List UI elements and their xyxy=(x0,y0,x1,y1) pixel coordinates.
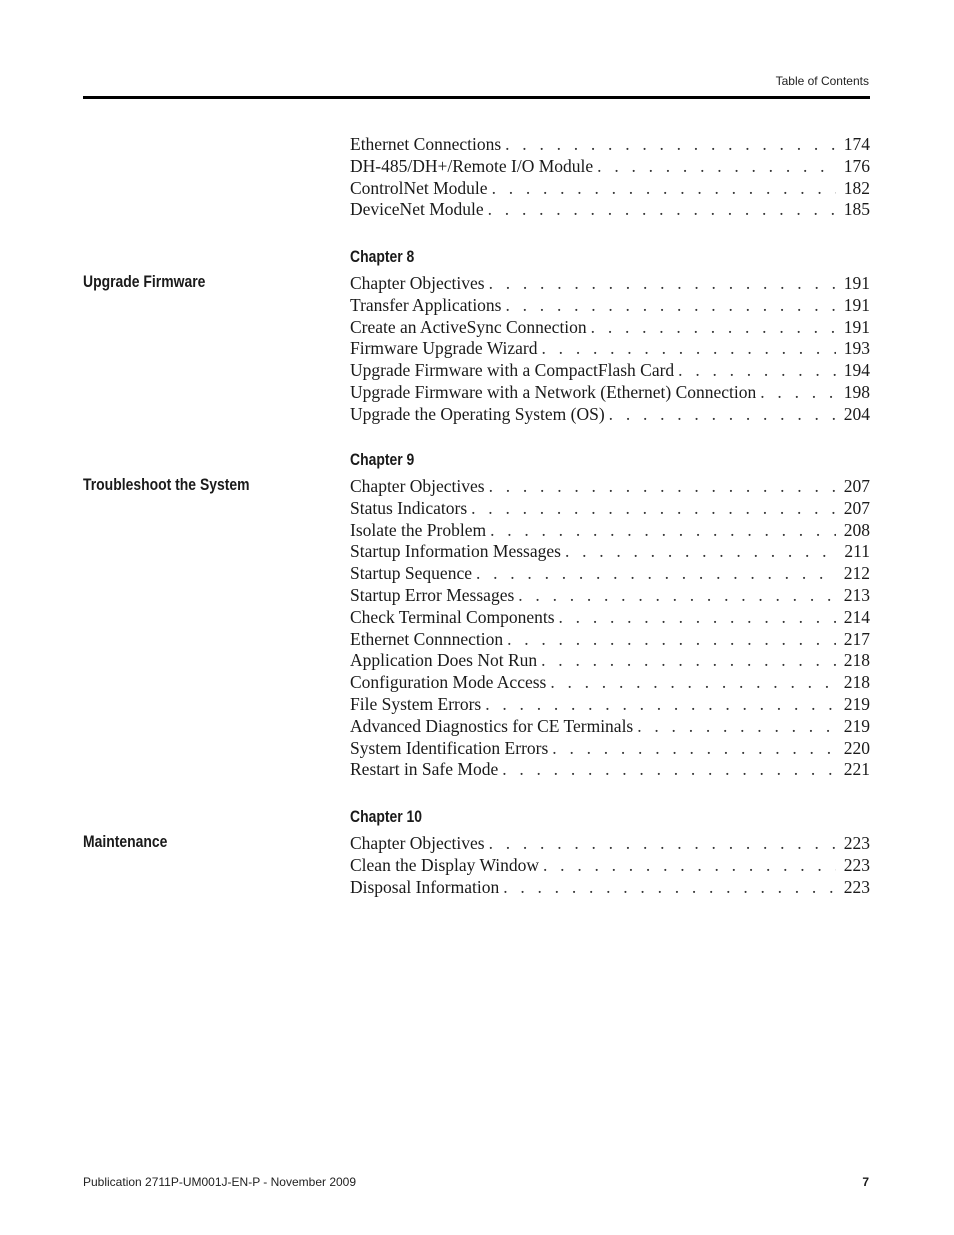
toc-entry-page: 204 xyxy=(843,403,870,424)
toc-entry[interactable] xyxy=(350,404,870,426)
chapter-label: Chapter 10 xyxy=(350,807,423,826)
toc-entry-page: 223 xyxy=(843,833,870,853)
dot-leader xyxy=(505,134,836,156)
toc-entry[interactable] xyxy=(350,585,870,607)
toc-entry-page: 207 xyxy=(843,497,870,518)
toc-entry-title: Startup Information Messages xyxy=(350,541,561,562)
toc-entry-page: 208 xyxy=(843,519,870,540)
dot-leader xyxy=(597,156,836,178)
toc-entry[interactable] xyxy=(350,877,870,899)
dot-leader xyxy=(492,178,836,200)
toc-entry-title: Chapter Objectives xyxy=(350,476,485,496)
dot-leader xyxy=(678,360,836,382)
toc-entry-page: 213 xyxy=(843,584,870,605)
toc-entry-page: 185 xyxy=(843,199,870,220)
page-header-title: Table of Contents xyxy=(775,74,869,88)
toc-entry-title: Advanced Diagnostics for CE Terminals xyxy=(350,715,634,736)
dot-leader xyxy=(543,855,836,877)
toc-entry-page: 217 xyxy=(843,628,870,649)
dot-leader xyxy=(488,199,836,221)
toc-entry[interactable] xyxy=(350,629,870,651)
toc-entry-page: 191 xyxy=(843,316,870,337)
toc-entry-page: 219 xyxy=(843,693,870,714)
toc-entry[interactable] xyxy=(350,563,870,585)
toc-entry[interactable] xyxy=(350,833,870,855)
dot-leader xyxy=(489,476,836,498)
toc-entry[interactable] xyxy=(350,178,870,200)
toc-entry-title: Firmware Upgrade Wizard xyxy=(350,338,538,359)
toc-entry[interactable] xyxy=(350,855,870,877)
toc-entry-title: Disposal Information xyxy=(350,876,500,897)
dot-leader xyxy=(550,672,836,694)
dot-leader xyxy=(541,650,836,672)
section-title: Troubleshoot the System xyxy=(83,475,250,494)
toc-entry-title: Isolate the Problem xyxy=(350,519,487,540)
toc-entry[interactable] xyxy=(350,694,870,716)
toc-entry-page: 221 xyxy=(843,759,870,780)
dot-leader xyxy=(489,273,836,295)
dot-leader xyxy=(552,738,836,760)
toc-entry-page: 211 xyxy=(844,541,870,562)
toc-entry-title: Chapter Objectives xyxy=(350,273,485,293)
toc-entry[interactable] xyxy=(350,476,870,498)
toc-entry-page: 212 xyxy=(843,563,870,584)
dot-leader xyxy=(559,607,836,629)
toc-entry-page: 193 xyxy=(843,338,870,359)
toc-entry-title: Create an ActiveSync Connection xyxy=(350,316,587,337)
dot-leader xyxy=(490,520,836,542)
toc-entries xyxy=(350,476,870,781)
toc-entry-title: DH-485/DH+/Remote I/O Module xyxy=(350,155,594,176)
section-title: Maintenance xyxy=(83,832,168,851)
dot-leader xyxy=(565,541,836,563)
toc-entry-title: Restart in Safe Mode xyxy=(350,759,499,780)
toc-entry-page: 174 xyxy=(843,134,870,154)
toc-entry-title: Startup Error Messages xyxy=(350,584,515,605)
dot-leader xyxy=(502,759,836,781)
toc-entry-page: 223 xyxy=(843,876,870,897)
toc-entry-page: 214 xyxy=(843,606,870,627)
footer-publication: Publication 2711P-UM001J-EN-P - November 2009 xyxy=(83,1175,357,1189)
toc-entry-title: File System Errors xyxy=(350,693,482,714)
dot-leader xyxy=(637,716,836,738)
toc-entry[interactable] xyxy=(350,520,870,542)
toc-entry-title: DeviceNet Module xyxy=(350,199,484,220)
dot-leader xyxy=(471,498,836,520)
toc-entry[interactable] xyxy=(350,738,870,760)
toc-entry[interactable] xyxy=(350,156,870,178)
toc-entry-page: 207 xyxy=(843,476,870,496)
dot-leader xyxy=(542,338,836,360)
toc-entry-title: System Identification Errors xyxy=(350,737,549,758)
dot-leader xyxy=(591,317,836,339)
toc-entry-page: 191 xyxy=(843,294,870,315)
toc-entry-page: 194 xyxy=(843,360,870,381)
toc-entry[interactable] xyxy=(350,716,870,738)
toc-entry[interactable] xyxy=(350,759,870,781)
toc-entry-page: 182 xyxy=(843,177,870,198)
toc-entry-title: Clean the Display Window xyxy=(350,854,540,875)
toc-entry-title: Check Terminal Components xyxy=(350,606,555,627)
toc-entry-title: Startup Sequence xyxy=(350,563,472,584)
dot-leader xyxy=(476,563,836,585)
toc-entry-title: ControlNet Module xyxy=(350,177,488,198)
dot-leader xyxy=(518,585,836,607)
toc-entries xyxy=(350,273,870,426)
toc-entry-title: Status Indicators xyxy=(350,497,468,518)
toc-entry[interactable] xyxy=(350,541,870,563)
toc-entry-title: Upgrade Firmware with a CompactFlash Card xyxy=(350,360,675,381)
chapter-label: Chapter 9 xyxy=(350,450,415,469)
dot-leader xyxy=(503,877,836,899)
toc-entry-title: Configuration Mode Access xyxy=(350,672,547,693)
toc-entry-title: Ethernet Connections xyxy=(350,134,502,154)
header-rule xyxy=(83,96,870,99)
toc-entry-page: 218 xyxy=(843,650,870,671)
toc-entry[interactable] xyxy=(350,650,870,672)
toc-entry[interactable] xyxy=(350,607,870,629)
toc-entry[interactable] xyxy=(350,273,870,295)
toc-entry[interactable] xyxy=(350,498,870,520)
toc-entry-title: Transfer Applications xyxy=(350,294,502,315)
toc-entry[interactable] xyxy=(350,199,870,221)
dot-leader xyxy=(485,694,836,716)
toc-entries xyxy=(350,833,870,898)
toc-entry[interactable] xyxy=(350,382,870,404)
toc-entries xyxy=(350,134,870,221)
dot-leader xyxy=(760,382,836,404)
section-title: Upgrade Firmware xyxy=(83,272,206,291)
toc-entry-page: 219 xyxy=(843,715,870,736)
toc-entry[interactable] xyxy=(350,360,870,382)
toc-entry-title: Ethernet Connnection xyxy=(350,628,504,649)
toc-entry[interactable] xyxy=(350,317,870,339)
dot-leader xyxy=(507,629,836,651)
toc-entry-title: Application Does Not Run xyxy=(350,650,538,671)
toc-entry-page: 176 xyxy=(843,155,870,176)
dot-leader xyxy=(609,404,836,426)
toc-entry-page: 218 xyxy=(843,672,870,693)
toc-entry-page: 198 xyxy=(843,381,870,402)
toc-entry-page: 223 xyxy=(843,854,870,875)
toc-entry[interactable] xyxy=(350,134,870,156)
dot-leader xyxy=(489,833,836,855)
toc-entry[interactable] xyxy=(350,338,870,360)
toc-entry-page: 191 xyxy=(843,273,870,293)
chapter-label: Chapter 8 xyxy=(350,247,415,266)
dot-leader xyxy=(506,295,837,317)
toc-entry[interactable] xyxy=(350,295,870,317)
footer-page-number: 7 xyxy=(862,1175,869,1189)
toc-entry-title: Upgrade Firmware with a Network (Ethernet) Connection xyxy=(350,381,757,402)
toc-entry-title: Upgrade the Operating System (OS) xyxy=(350,403,605,424)
toc-entry-page: 220 xyxy=(843,737,870,758)
toc-entry[interactable] xyxy=(350,672,870,694)
toc-entry-title: Chapter Objectives xyxy=(350,833,485,853)
